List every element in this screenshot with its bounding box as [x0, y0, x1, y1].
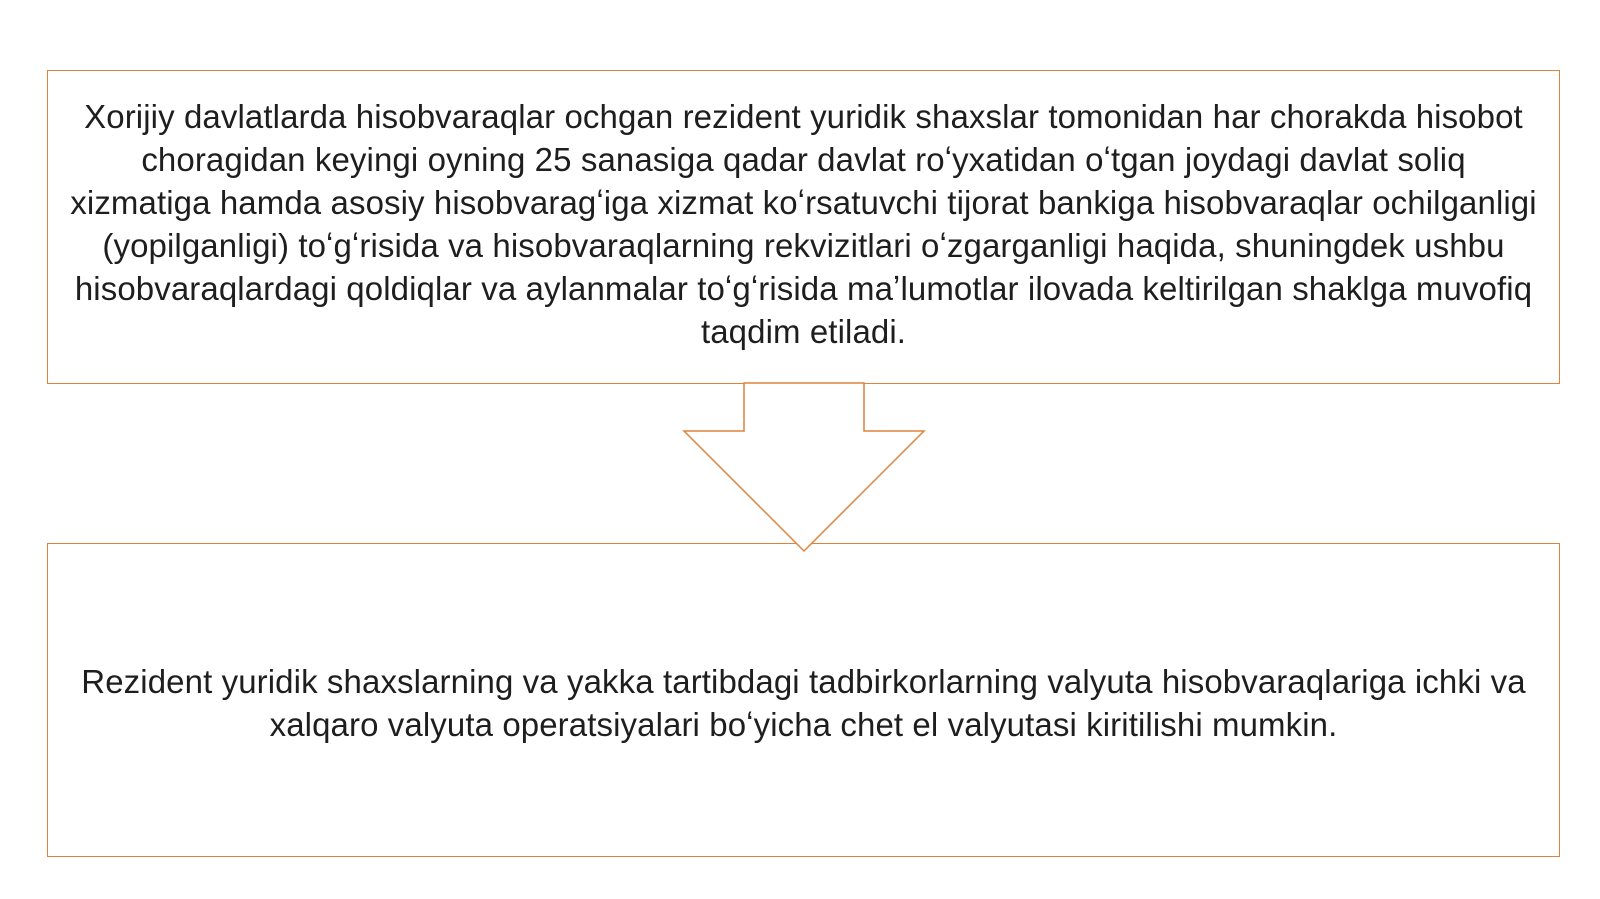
bottom-box-text: Rezident yuridik shaxslarning va yakka tartibdagi tadbirkorlarning valyuta hisobvaraqlariga ichki va xalqaro valyuta operatsiyalari boʻyicha chet el valyutasi kiritilishi mumkin.	[81, 663, 1526, 743]
bottom-text-box	[47, 543, 1560, 857]
top-box-text: Xorijiy davlatlarda hisobvaraqlar ochgan rezident yuridik shaxslar tomonidan har chorakda hisobot choragidan keyingi oyning 25 sanasiga qadar davlat roʻyxatidan oʻtgan joydagi davlat soliq xizmatiga hamda asosiy hisobvaragʻiga xizmat koʻrsatuvchi tijorat bankiga hisobvaraqlar ochilganligi (yopilganligi) toʻgʻrisida va hisobvaraqlarning rekvizitlari oʻzgarganligi haqida, shuningdek ushbu hisobvaraqlardagi qoldiqlar va aylanmalar toʻgʻrisida maʼlumotlar ilovada keltirilgan shaklga muvofiq taqdim etiladi.	[70, 98, 1537, 350]
top-text-box	[47, 70, 1560, 384]
